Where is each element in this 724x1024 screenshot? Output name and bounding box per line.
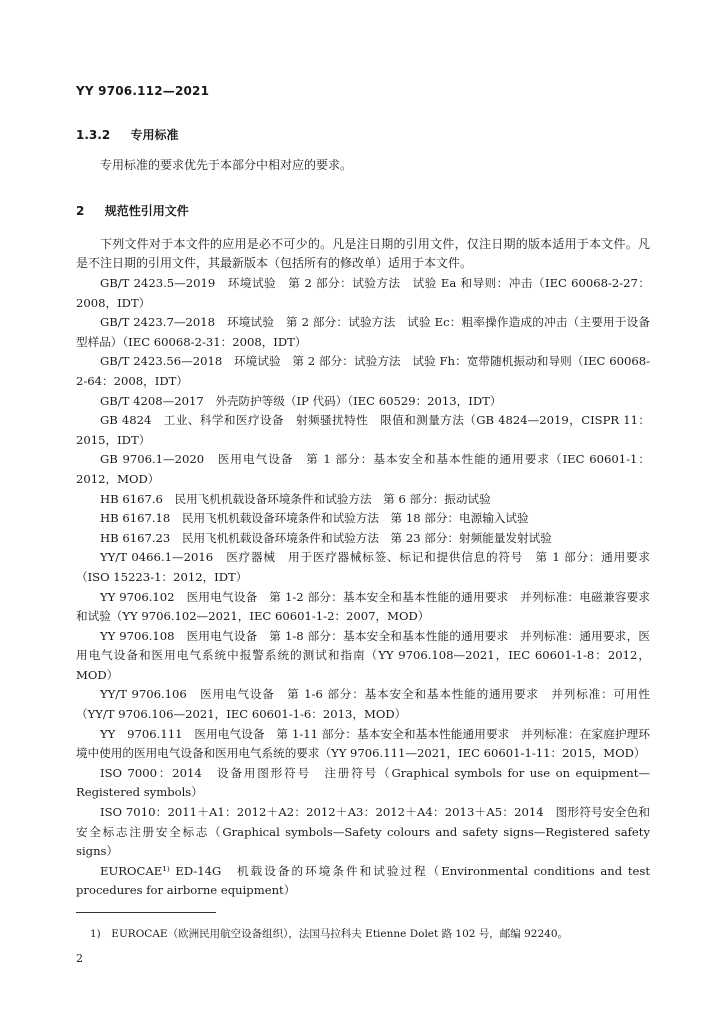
reference-entry: GB 9706.1—2020 医用电气设备 第 1 部分：基本安全和基本性能的通用要求（IEC 60601-1：2012，MOD） bbox=[76, 452, 650, 486]
reference-entry: HB 6167.23 民用飞机机载设备环境条件和试验方法 第 23 部分：射频能量发射试验 bbox=[100, 530, 552, 545]
paragraph: 下列文件对于本文件的应用是必不可少的。凡是注日期的引用文件，仅注日期的版本适用于本文件。凡是不注日期的引用文件，其最新版本（包括所有的修改单）适用于本文件。 bbox=[76, 237, 650, 270]
normative-references-list bbox=[76, 274, 650, 901]
reference-entry: YY 9706.102 医用电气设备 第 1-2 部分：基本安全和基本性能的通用要求 并列标准：电磁兼容要求和试验（YY 9706.102—2021，IEC 60601-1-2：2007，MOD） bbox=[76, 589, 650, 624]
reference-entry: GB/T 2423.5—2019 环境试验 第 2 部分：试验方法 试验 Ea 和导则：冲击（IEC 60068-2-27：2008，IDT） bbox=[76, 276, 650, 310]
section-title: 规范性引用文件 bbox=[104, 204, 189, 218]
footnote-divider bbox=[76, 912, 216, 913]
reference-entry: GB/T 2423.56—2018 环境试验 第 2 部分：试验方法 试验 Fh：宽带随机振动和导则（IEC 60068-2-64：2008，IDT） bbox=[76, 354, 650, 388]
reference-entry: GB 4824 工业、科学和医疗设备 射频骚扰特性 限值和测量方法（GB 4824—2019，CISPR 11：2015，IDT） bbox=[76, 413, 650, 447]
reference-entry: HB 6167.18 民用飞机机载设备环境条件和试验方法 第 18 部分：电源输入试验 bbox=[100, 511, 529, 526]
paragraph: 专用标准的要求优先于本部分中相对应的要求。 bbox=[100, 158, 353, 172]
section-2-heading bbox=[76, 202, 189, 219]
reference-entry: GB/T 4208—2017 外壳防护等级（IP 代码）（IEC 60529：2013，IDT） bbox=[100, 393, 502, 408]
footnote: 1) EUROCAE（欧洲民用航空设备组织），法国马拉科夫 Etienne Dolet 路 102 号，邮编 92240。 bbox=[90, 928, 569, 940]
reference-entry: ISO 7010：2011＋A1：2012＋A2：2012＋A3：2012＋A4：2013＋A5：2014 图形符号安全色和安全标志注册安全标志（Graphical symbols—Safety colours and safety signs—Registered safety signs） bbox=[76, 805, 650, 859]
section-number: 2 bbox=[76, 204, 85, 218]
section-1-3-2-heading bbox=[76, 126, 179, 143]
reference-entry: HB 6167.6 民用飞机机载设备环境条件和试验方法 第 6 部分：振动试验 bbox=[100, 491, 491, 506]
reference-entry: EUROCAE¹⁾ ED-14G 机载设备的环境条件和试验过程（Environmental conditions and test procedures for airborne equipment） bbox=[76, 863, 650, 898]
reference-entry: YY 9706.108 医用电气设备 第 1-8 部分：基本安全和基本性能的通用要求 并列标准：通用要求，医用电气设备和医用电气系统中报警系统的测试和指南（YY 9706.108—2021，IEC 60601-1-8：2012，MOD） bbox=[76, 628, 650, 682]
reference-entry: YY 9706.111 医用电气设备 第 1-11 部分：基本安全和基本性能通用要求 并列标准：在家庭护理环境中使用的医用电气设备和医用电气系统的要求（YY 9706.111—2021，IEC 60601-1-11：2015，MOD） bbox=[76, 726, 650, 761]
section-number: 1.3.2 bbox=[76, 128, 111, 142]
section-1-3-2-body bbox=[76, 156, 650, 175]
reference-entry: YY/T 0466.1—2016 医疗器械 用于医疗器械标签、标记和提供信息的符号 第 1 部分：通用要求（ISO 15223-1：2012，IDT） bbox=[76, 550, 650, 584]
reference-entry: GB/T 2423.7—2018 环境试验 第 2 部分：试验方法 试验 Ec：粗率操作造成的冲击（主要用于设备型样品）（IEC 60068-2-31：2008，IDT） bbox=[76, 315, 650, 349]
reference-entry: ISO 7000：2014 设备用图形符号 注册符号（Graphical symbols for use on equipment—Registered symbols） bbox=[76, 765, 650, 800]
document-id-header: YY 9706.112—2021 bbox=[76, 84, 210, 98]
page-number: 2 bbox=[76, 952, 83, 965]
section-2-intro bbox=[76, 235, 650, 273]
reference-entry: YY/T 9706.106 医用电气设备 第 1-6 部分：基本安全和基本性能的通用要求 并列标准：可用性（YY/T 9706.106—2021，IEC 60601-1-6：2013，MOD） bbox=[76, 687, 650, 722]
section-title: 专用标准 bbox=[130, 128, 179, 142]
